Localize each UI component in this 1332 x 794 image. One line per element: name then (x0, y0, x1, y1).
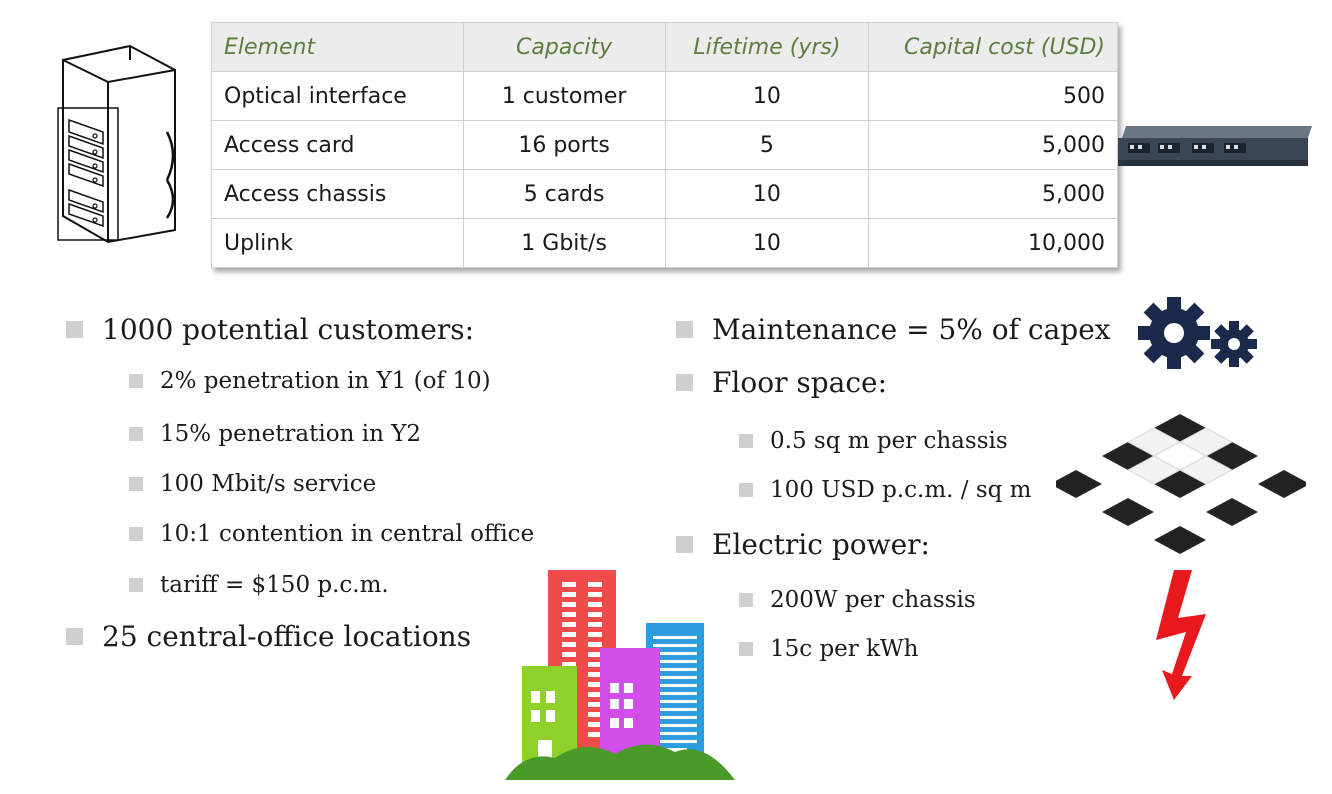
gears-icon (1136, 296, 1266, 370)
cell-capacity: 1 customer (463, 72, 665, 121)
bullet-square (739, 434, 753, 448)
table-header-row (212, 23, 1118, 72)
bullet-text: 2% penetration in Y1 (of 10) (160, 368, 491, 394)
cell-element: Optical interface (212, 72, 464, 121)
bullet-text: Floor space: (712, 366, 888, 399)
cell-cost: 5,000 (869, 121, 1118, 170)
header-element: Element (212, 23, 464, 72)
sub-bullet-power-draw (739, 587, 976, 613)
table-row (212, 170, 1118, 219)
server-rack-icon (55, 40, 180, 245)
bullet-square (129, 427, 143, 441)
cell-capacity: 1 Gbit/s (463, 219, 665, 268)
sub-bullet-contention (129, 521, 534, 547)
sub-bullet-tariff (129, 572, 389, 598)
cell-capacity: 16 ports (463, 121, 665, 170)
lightning-bolt-icon (1152, 570, 1210, 700)
bullet-text: 15% penetration in Y2 (160, 421, 422, 447)
bullet-text: 10:1 contention in central office (160, 521, 535, 547)
bullet-text: 100 USD p.c.m. / sq m (770, 477, 1032, 503)
bullet-text: Electric power: (712, 528, 930, 561)
bullet-text: 25 central-office locations (102, 620, 472, 653)
header-lifetime: Lifetime (yrs) (665, 23, 869, 72)
floor-bullet (676, 366, 887, 399)
cell-lifetime: 10 (665, 219, 869, 268)
sub-bullet-power-cost (739, 636, 919, 662)
cell-cost: 500 (869, 72, 1118, 121)
maintenance-bullet (676, 313, 1111, 346)
locations-bullet (66, 620, 471, 653)
cell-cost: 10,000 (869, 219, 1118, 268)
sub-bullet-penetration-y2 (129, 421, 421, 447)
sub-bullet-floor-cost (739, 477, 1031, 503)
cell-element: Uplink (212, 219, 464, 268)
cell-lifetime: 10 (665, 72, 869, 121)
header-capital-cost: Capital cost (USD) (869, 23, 1118, 72)
power-bullet (676, 528, 930, 561)
bullet-text: 0.5 sq m per chassis (770, 428, 1008, 454)
bullet-square (676, 374, 693, 391)
bullet-square (739, 642, 753, 656)
bullet-text: 200W per chassis (770, 587, 976, 613)
bullet-square (66, 628, 83, 645)
bullet-text: Maintenance = 5% of capex (712, 313, 1111, 346)
buildings-icon (505, 568, 735, 782)
bullet-square (676, 536, 693, 553)
checkered-floor-icon (1056, 414, 1306, 564)
sub-bullet-penetration-y1 (129, 368, 491, 394)
cell-element: Access card (212, 121, 464, 170)
cost-table (211, 22, 1118, 268)
cell-cost: 5,000 (869, 170, 1118, 219)
bullet-square (129, 527, 143, 541)
bullet-text: tariff = $150 p.c.m. (160, 572, 389, 598)
table-row (212, 72, 1118, 121)
cell-lifetime: 5 (665, 121, 869, 170)
bullet-text: 100 Mbit/s service (160, 471, 377, 497)
cell-lifetime: 10 (665, 170, 869, 219)
bullet-square (129, 578, 143, 592)
cell-capacity: 5 cards (463, 170, 665, 219)
bullet-square (66, 321, 83, 338)
sub-bullet-floor-area (739, 428, 1008, 454)
network-switch-icon (1112, 122, 1312, 174)
cell-element: Access chassis (212, 170, 464, 219)
bullet-text: 15c per kWh (770, 636, 919, 662)
bullet-square (129, 374, 143, 388)
table-row (212, 121, 1118, 170)
table-row (212, 219, 1118, 268)
header-capacity: Capacity (463, 23, 665, 72)
bullet-square (676, 321, 693, 338)
sub-bullet-service (129, 471, 376, 497)
customers-bullet (66, 313, 474, 346)
bullet-square (739, 483, 753, 497)
bullet-square (129, 477, 143, 491)
bullet-square (739, 593, 753, 607)
bullet-text: 1000 potential customers: (102, 313, 475, 346)
